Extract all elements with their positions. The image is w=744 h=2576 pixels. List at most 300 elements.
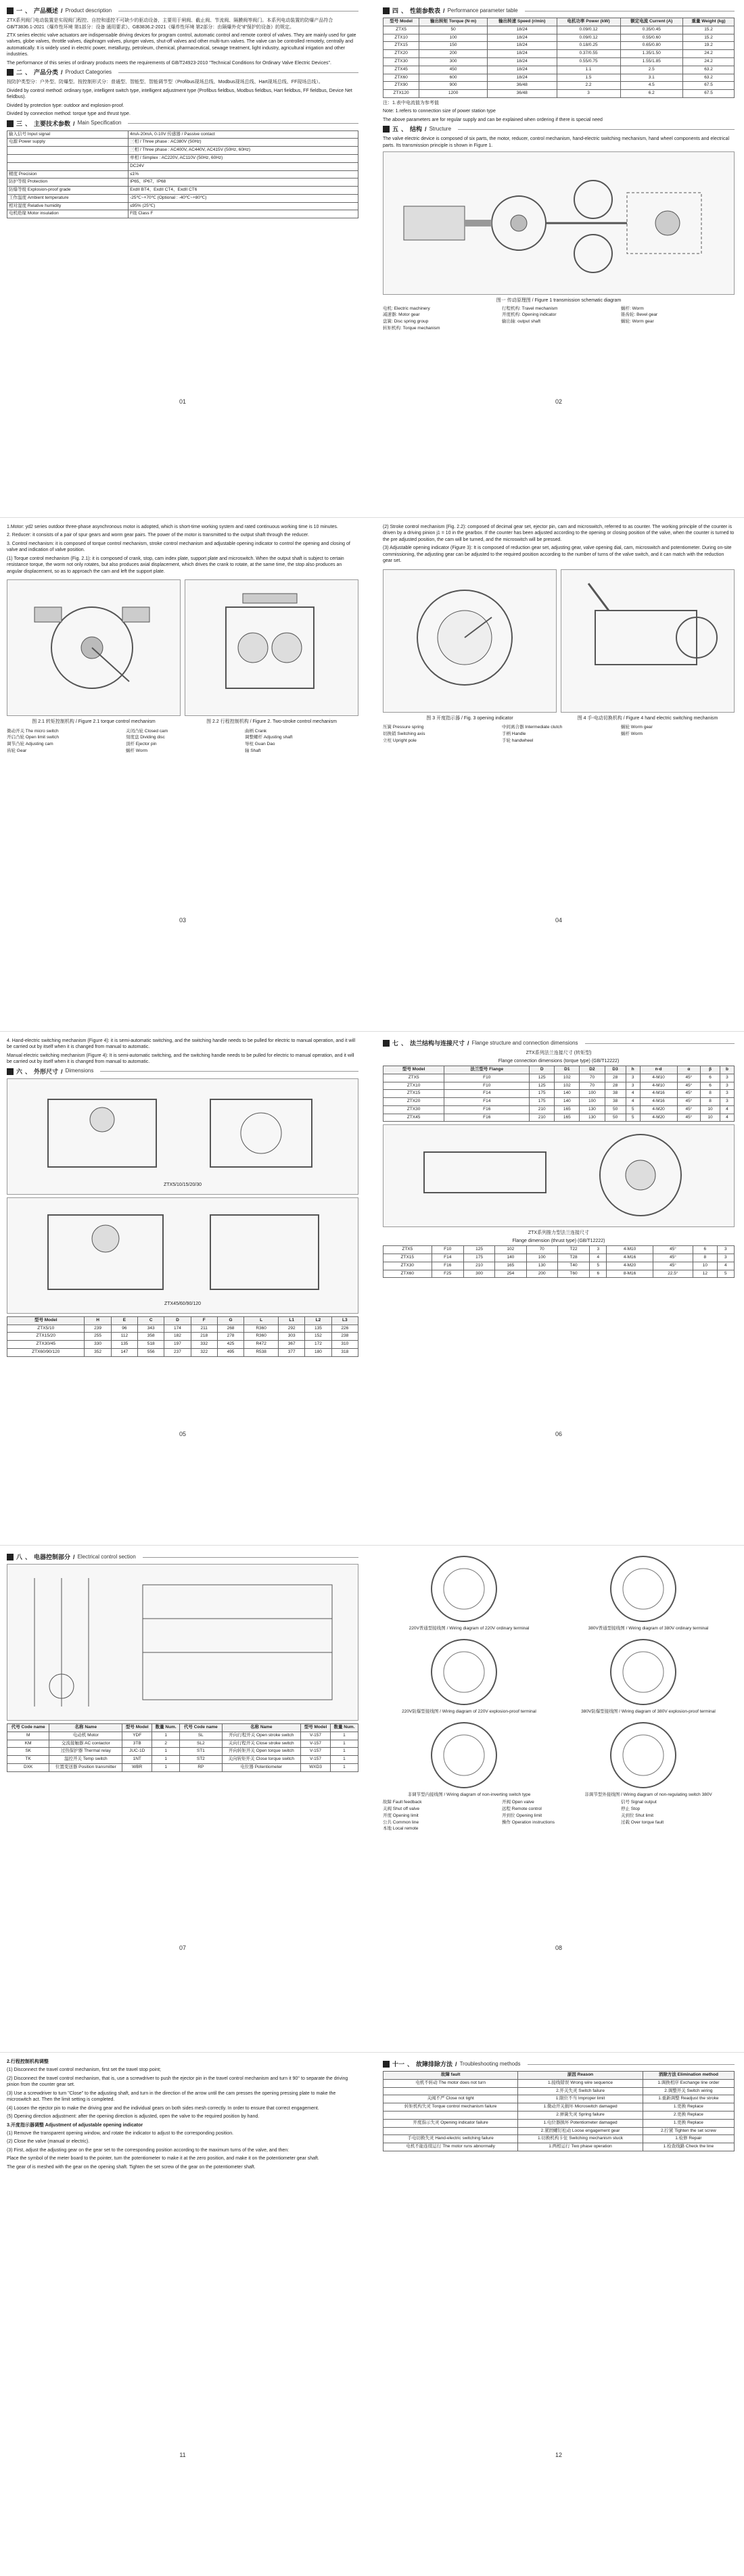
- legend-item: 蜗杆 Worm: [126, 748, 148, 753]
- table-cell: 67.5: [683, 90, 735, 98]
- table-cell: 45°: [677, 1105, 701, 1114]
- terminal-circle-icon: [383, 1718, 545, 1792]
- legend-item: 开启凸轮 Open limit switch: [7, 735, 59, 740]
- table-row: [383, 2119, 735, 2127]
- table-cell: 36/48: [488, 82, 557, 90]
- section-marker-icon: [7, 120, 14, 127]
- table-cell: 172: [305, 1341, 331, 1349]
- table-cell: [383, 2127, 518, 2135]
- table-cell: 425: [217, 1341, 243, 1349]
- legend-item: 调节凸轮 Adjusting cam: [7, 742, 53, 747]
- wiring-legend: [383, 1800, 735, 1832]
- legend-item: 开到位 Opening limit: [502, 1813, 542, 1818]
- legend-item: 减速器: Motor gear: [383, 312, 420, 318]
- table-cell: R538: [244, 1348, 279, 1356]
- motor-text: 1.Motor: yd2 series outdoor three-phase asynchronous motor is adopted, which is short-time working system and rated continuous working time is 10 minutes.: [7, 525, 338, 529]
- table-cell: 50: [605, 1114, 626, 1122]
- table-cell: 1.两相运行 Two phase operation: [518, 2143, 643, 2151]
- table-header-cell: 型号 Model: [383, 18, 419, 26]
- manual-page-5: [7, 1038, 358, 1444]
- intro-zh: ZTX系列阀门电动装置是实现阀门程控、自控和遥控不可缺少的驱动设备，主要用于闸阀、截止阀、节流阀、隔膜阀等阀门。本系列电动装置的防爆产品符合GB/T3836.1-2021《爆炸性环境 第1部分：设备 通用要求》、GB3836.2-2021《爆炸性环境 第2部分：由隔爆外壳"d"保护的设备》的规定。: [7, 18, 333, 30]
- table-cell: 67.5: [683, 82, 735, 90]
- legend-item: 蜗轮 Worm gear: [621, 725, 653, 730]
- section-marker-icon: [7, 1554, 14, 1560]
- legend-item: 切换销 Switching axis: [383, 731, 425, 736]
- table-cell: 4: [626, 1090, 640, 1098]
- table-cell: 1.微动开关损坏 Microswitch damaged: [518, 2103, 643, 2112]
- page-number: 06: [555, 1431, 562, 1437]
- table-cell: 0.37/0.55: [557, 50, 620, 58]
- table-cell: 1.1: [557, 66, 620, 74]
- table-cell: 转矩机构失灵 Torque control mechanism failure: [383, 2103, 518, 2112]
- table-header-cell: L2: [305, 1316, 331, 1325]
- table-cell: F25: [432, 1270, 463, 1278]
- table-cell: 211: [191, 1325, 217, 1333]
- table-cell: 4-M16: [607, 1254, 653, 1262]
- page-number: 07: [179, 1945, 186, 1951]
- component-table: [7, 1723, 358, 1772]
- table-header-cell: E: [111, 1316, 137, 1325]
- table-cell: 输入信号 Input signal: [7, 130, 129, 139]
- table-cell: V-157: [301, 1748, 331, 1756]
- table-cell: 1: [330, 1763, 358, 1771]
- table-cell: 0.65/0.80: [620, 42, 683, 50]
- switch-icon: [561, 570, 730, 711]
- section-marker-icon: [7, 7, 14, 14]
- table-cell: 0.09/0.12: [557, 34, 620, 42]
- category-en-2: Divided by protection type: outdoor and explosion-proof.: [7, 103, 124, 108]
- table-cell: 电位器 Potentiometer: [222, 1763, 301, 1771]
- table-cell: 125: [530, 1074, 555, 1082]
- table-cell: ZTX20: [383, 1098, 444, 1106]
- legend-item: 蜗杆 Worm: [621, 731, 643, 736]
- spec-table: [7, 130, 358, 218]
- table-cell: 4-M20: [640, 1114, 677, 1122]
- table-cell: 3: [720, 1074, 734, 1082]
- table-header-cell: α: [677, 1066, 701, 1074]
- table-cell: 182: [164, 1333, 191, 1341]
- table-cell: 2.拧紧 Tighten the set screw: [643, 2127, 734, 2135]
- section-heading: 三 、 主要技术参数 / Main Specification: [7, 120, 358, 128]
- legend-item: 中间离合器 Intermediate clutch: [502, 725, 563, 730]
- page-number: 05: [179, 1431, 186, 1437]
- table-row: [383, 42, 735, 50]
- table-row: [383, 1246, 735, 1254]
- category-zh: 按防护类型分：户外型、防爆型。按控制形式分：普通型、智能型、智能调节型（Profibus现场总线、Modbus现场总线、Hart现场总线、FF现场总线）。: [7, 80, 323, 85]
- table-cell: T60: [557, 1270, 589, 1278]
- legend-item: 停止 Stop: [621, 1807, 641, 1812]
- table-cell: 12: [693, 1270, 717, 1278]
- table-cell: ≤1%: [129, 170, 358, 178]
- table-row: [383, 1090, 735, 1098]
- table-cell: 600: [419, 74, 488, 82]
- table-cell: 1.调换相序 Exchange line order: [643, 2079, 734, 2087]
- table-row: [383, 1098, 735, 1106]
- table-cell: 18/24: [488, 66, 557, 74]
- table-row: [383, 1105, 735, 1114]
- table-cell: 5: [717, 1270, 734, 1278]
- intro-en-2: The performance of this series of ordinary products meets the requirements of GB/T24923-2010 "Technical Conditions for Ordinary Valve Electric Devices".: [7, 60, 331, 66]
- table-cell: 4-M20: [640, 1105, 677, 1114]
- table-cell: 1.5: [557, 74, 620, 82]
- section-heading: 六 、 外形尺寸 / Dimensions: [7, 1068, 358, 1076]
- table-cell: 电机不转动 The motor does not turn: [383, 2079, 518, 2087]
- table-cell: 130: [580, 1105, 605, 1114]
- table-row: [383, 34, 735, 42]
- table-row: [383, 1254, 735, 1262]
- table-cell: M: [7, 1732, 49, 1740]
- opening-indicator-figure: [383, 569, 557, 713]
- note-3: The above parameters are for regular supply and can be explained when ordering if there is special need: [383, 117, 603, 122]
- table-row: [7, 1333, 358, 1341]
- table-cell: 1: [152, 1748, 180, 1756]
- table-cell: 1: [152, 1732, 180, 1740]
- table-cell: ST1: [180, 1748, 222, 1756]
- section-marker-icon: [7, 1068, 14, 1075]
- table-cell: 50: [419, 26, 488, 34]
- table-cell: 1.检修 Repair: [643, 2135, 734, 2143]
- table-cell: 165: [555, 1114, 580, 1122]
- flange-table-torque: [383, 1066, 735, 1122]
- terminal-circle-icon: [383, 1635, 545, 1709]
- table-cell: 5: [590, 1262, 607, 1270]
- flange-icon: [383, 1125, 733, 1225]
- table-cell: 1: [330, 1756, 358, 1764]
- table-cell: 0.09/0.12: [557, 26, 620, 34]
- table-header-cell: 数量 Num.: [330, 1724, 358, 1732]
- table-header-cell: L1: [279, 1316, 305, 1325]
- table-cell: 22.5°: [653, 1270, 693, 1278]
- table-cell: 70: [526, 1246, 557, 1254]
- table-cell: ZTX30: [383, 1262, 432, 1270]
- table-cell: 4: [720, 1114, 734, 1122]
- table-header-cell: D: [164, 1316, 191, 1325]
- legend-item: 关阀 Shut off valve: [383, 1807, 420, 1812]
- table-cell: 102: [555, 1074, 580, 1082]
- table-header-cell: 额定电流 Current (A): [620, 18, 683, 26]
- table-cell: 8: [701, 1090, 720, 1098]
- table-cell: T22: [557, 1246, 589, 1254]
- legend-item: 输出轴: output shaft: [502, 319, 541, 325]
- table-cell: 3: [626, 1074, 640, 1082]
- table-cell: 3TB: [122, 1740, 152, 1748]
- table-cell: 6: [590, 1270, 607, 1278]
- table-cell: F16: [444, 1114, 530, 1122]
- table-cell: 318: [331, 1348, 358, 1356]
- table-cell: 18/24: [488, 42, 557, 50]
- manual-page-6: 七 、 法兰结构与连接尺寸 / Flange structure and connection dimensions ZTX系列法兰连接尺寸 (转矩型) Flange connection dimensions (torque type) (GB/T12222) 型号 Model 法兰型号 Flange D D1 D2 D3 h n-d α β b ZTX5 F10 125 102 70 28 3 4-M10 45° 6 3 ZTX10 F10 125 102 70 28 3 4-M10 45° 6 3 ZTX15 F14 175 140 100 38 4 4-M16 45° 8 3 ZTX20 F14 175 140 100 38 4 4-M16 45° 8 3 ZTX30 F16 210 165 130 50 5 4-M20 45° 10 4 ZTX45 F16 210 165 130 50 5 4-M20 45° 10 4 ZTX系列推力型法兰连接尺寸 Flange dimension (thrust type) (GB/T12222) ZTX5 F10 125 102 70 T22 3 4-M10 45° 6 3 ZTX15 F14 175 140 100 T28 4 4-M16 45° 8 3 ZTX30 F16 210 165 130 T40 5 4-M20 45° 10 4 ZTX60 F25 300 254 200 T60 6 8-M16 22.5° 12 5 06: [383, 1038, 735, 1444]
- table-cell: 24.2: [683, 57, 735, 66]
- stroke-mechanism-figure: [185, 579, 358, 716]
- table-cell: 38: [605, 1090, 626, 1098]
- table-cell: 位置变送器 Position transmitter: [49, 1763, 122, 1771]
- terminal-circle-icon: [562, 1552, 724, 1626]
- table-row: [383, 2103, 735, 2112]
- table-cell: 18/24: [488, 74, 557, 82]
- dimension-table: [7, 1316, 358, 1357]
- table-header-cell: 名称 Name: [49, 1724, 122, 1732]
- table-cell: 关阀不严 Close not tight: [383, 2095, 518, 2103]
- table-cell: ZTX15: [383, 42, 419, 50]
- table-cell: 96: [111, 1325, 137, 1333]
- table-cell: 精度 Precision: [7, 170, 129, 178]
- table-cell: ZTX20: [383, 50, 419, 58]
- table-cell: ZTX15: [383, 1254, 432, 1262]
- table-cell: V-157: [301, 1756, 331, 1764]
- table-cell: 45°: [653, 1246, 693, 1254]
- table-cell: 140: [555, 1090, 580, 1098]
- table-row: [7, 1763, 358, 1771]
- table-cell: 4: [590, 1254, 607, 1262]
- wiring-diagram-3: 220V防爆型接线图 / Wiring diagram of 220V explosion-proof terminal: [383, 1635, 555, 1715]
- table-cell: 3: [720, 1098, 734, 1106]
- table-header-cell: 输出转矩 Torque (N·m): [419, 18, 488, 26]
- table-cell: ≤95% (25℃): [129, 202, 358, 210]
- troubleshooting-table: [383, 2071, 735, 2151]
- table-cell: 开度指示失灵 Opening indicator failure: [383, 2119, 518, 2127]
- table-row: [7, 187, 358, 195]
- dimension-drawing-2: ZTX45/60/90/120: [7, 1197, 358, 1314]
- table-row: [383, 57, 735, 66]
- table-cell: SL2: [180, 1740, 222, 1748]
- reducer-text: 2. Reducer: it consists of a pair of spur gears and worm gear pairs. The power of the motor is transmitted to the output shaft through the reducer.: [7, 533, 309, 538]
- table-row: [7, 1740, 358, 1748]
- page-number: 12: [555, 2452, 562, 2458]
- legend-item: 开阀 Open valve: [502, 1800, 534, 1805]
- table-cell: 相对湿度 Relative humidity: [7, 202, 129, 210]
- table-cell: 152: [305, 1333, 331, 1341]
- table-header-cell: H: [85, 1316, 111, 1325]
- legend-item: 调整螺杆 Adjusting shaft: [245, 735, 293, 740]
- table-cell: ZTX45: [383, 66, 419, 74]
- stroke-text: (2) Stroke control mechanism (Fig. 2.2): composed of decimal gear set, ejector pin, cam and microswitch, referred to as counter. The working principle of the counter is driven by a driving pinion j1 = 10 in the gearbox. If the counter has been adjusted according to the opening or closing position of the valve, when the counter is turned to the pre adjusted position, the cam will be turned, and the microswitch will be pressed.: [383, 525, 735, 542]
- table-row: [7, 194, 358, 202]
- table-header-cell: 原因 Reason: [518, 2072, 643, 2080]
- table-cell: 1: [330, 1740, 358, 1748]
- table-cell: 63.2: [683, 66, 735, 74]
- table-header-cell: 故障 fault: [383, 2072, 518, 2080]
- table-cell: 电机绝缘 Motor insulation: [7, 210, 129, 218]
- table-cell: 电动机 Motor: [49, 1732, 122, 1740]
- table-cell: 135: [111, 1341, 137, 1349]
- table-cell: 28: [605, 1082, 626, 1090]
- table-cell: 237: [164, 1348, 191, 1356]
- table-cell: 电源 Power supply: [7, 139, 129, 147]
- table-cell: 45°: [677, 1114, 701, 1122]
- table-cell: 5: [626, 1114, 640, 1122]
- table-cell: 175: [530, 1098, 555, 1106]
- table-row: [7, 1348, 358, 1356]
- hand-electric-zh: 4. Hand-electric switching mechanism (Figure 4): it is semi-automatic switching, and the switching handle needs to be pulled for electric to manual operation, and it will be carried out by itself when it is changed from manual to automatic.: [7, 1039, 356, 1050]
- table-row: [383, 2127, 735, 2135]
- category-en-3: Divided by connection method: torque type and thrust type.: [7, 112, 131, 117]
- table-cell: 8: [693, 1254, 717, 1262]
- table-cell: 2.弹簧失灵 Spring failure: [518, 2111, 643, 2119]
- table-cell: 900: [419, 82, 488, 90]
- legend-item: 压簧 Pressure spring: [383, 725, 424, 730]
- table-cell: 254: [495, 1270, 526, 1278]
- table-cell: F16: [444, 1105, 530, 1114]
- table-cell: 112: [111, 1333, 137, 1341]
- table-cell: V-157: [301, 1740, 331, 1748]
- table-cell: 温控开关 Temp switch: [49, 1756, 122, 1764]
- page-number: 01: [179, 398, 186, 405]
- legend-item: 远程 Remote control: [502, 1807, 542, 1812]
- legend-item: 手柄 Handle: [502, 731, 526, 736]
- hand-electric-en: Manual electric switching mechanism (Figure 4): It is semi-automatic switching, and the switching handle needs to be pulled for electric to manual operation, and it will be carried out by itself when it is changed from manual to automatic.: [7, 1053, 354, 1065]
- table-cell: 3: [720, 1090, 734, 1098]
- wiring-diagram-1: 220V普通型接线图 / Wiring diagram of 220V ordinary terminal: [383, 1552, 555, 1632]
- table-cell: 1.35/1.50: [620, 50, 683, 58]
- legend-item: 顶杆 Ejector pin: [126, 742, 157, 747]
- table-cell: ZTX5: [383, 1246, 432, 1254]
- table-cell: [383, 2087, 518, 2095]
- manual-page-10: [383, 2059, 735, 2464]
- table-cell: ZTX45: [383, 1114, 444, 1122]
- table-cell: 防爆等级 Explosion-proof grade: [7, 187, 129, 195]
- table-cell: 100: [419, 34, 488, 42]
- table-cell: 210: [530, 1114, 555, 1122]
- table-header-cell: 代号 Code name: [7, 1724, 49, 1732]
- table-cell: 45°: [677, 1098, 701, 1106]
- table-header-cell: 法兰型号 Flange: [444, 1066, 530, 1074]
- table-cell: 102: [495, 1246, 526, 1254]
- table-cell: 2.开关失灵 Switch failure: [518, 2087, 643, 2095]
- manual-page-1: [7, 5, 358, 411]
- table-row: [383, 2143, 735, 2151]
- table-cell: [7, 154, 129, 162]
- table-cell: 8-M16: [607, 1270, 653, 1278]
- table-header-cell: D3: [605, 1066, 626, 1074]
- table-cell: 100: [580, 1090, 605, 1098]
- switching-mechanism-figure: [561, 569, 735, 713]
- table-header-cell: 型号 Model: [301, 1724, 331, 1732]
- table-row: [7, 154, 358, 162]
- table-cell: WXD3: [301, 1763, 331, 1771]
- section-heading: 十一 、 故障排除方法 / Troubleshooting methods: [383, 2060, 735, 2068]
- page-number: 04: [555, 917, 562, 924]
- category-en-1: Divided by control method: ordinary type, intelligent switch type, intelligent adjustment type (Profibus fieldbus, Modbus fieldbus, Hart fieldbus, FF fieldbus, Device Net fieldbus).: [7, 88, 352, 100]
- section-marker-icon: [383, 1040, 390, 1047]
- circuit-icon: [7, 1565, 356, 1719]
- table-cell: 330: [85, 1341, 111, 1349]
- table-cell: 3: [590, 1246, 607, 1254]
- table-cell: TK: [7, 1756, 49, 1764]
- table-cell: 单相 / Simplex : AC220V, AC110V (50Hz, 60Hz): [129, 154, 358, 162]
- table-row: [7, 170, 358, 178]
- table-cell: 1.重新调整 Readjust the stroke: [643, 2095, 734, 2103]
- table-header-cell: D2: [580, 1066, 605, 1074]
- table-cell: ZTX10: [383, 1082, 444, 1090]
- table-cell: 1: [330, 1748, 358, 1756]
- table-cell: 238: [331, 1333, 358, 1341]
- table-cell: 1.检查线路 Check the line: [643, 2143, 734, 2151]
- figure-1-legend: [383, 306, 735, 332]
- flange-drawing: [383, 1124, 735, 1227]
- section-heading: 七 、 法兰结构与连接尺寸 / Flange structure and connection dimensions: [383, 1039, 735, 1047]
- table-cell: ZTX60: [383, 74, 419, 82]
- manual-page-4: (2) Stroke control mechanism (Fig. 2.2): composed of decimal gear set, ejector pin, cam and microswitch, referred to as counter. The working principle of the counter is driven by a driving pinion j1 = 10 in the gearbox. If the counter has been adjusted according to the opening or closing position of the valve, when the counter is turned to the pre adjusted position, the cam will be turned, and the microswitch will be pressed. (3) Adjustable opening indicator (Figure 3): It is composed of reduction gear set, adjusting gear, valve opening dial, cam, microswitch and potentiometer. During on-site commissioning, the adjusting gear can be adjusted to the required position according to the number of turns of the valve switch, and it can match with the reduction gear set. 图 3 开度指示器 / Fig. 3 opening indicator 图 4 手-电动切换机构 / Figure 4 hand electric switching mechanism 压簧 Pressure spring 中间离合器 Intermediate clutch 蜗轮 Worm gear 切换销 Switching axis 手柄 Handle 蜗杆 Worm 立柱 Upright pole 手轮 handwheel 04: [383, 525, 735, 924]
- structure-text: The valve electric device is composed of six parts, the motor, reducer, control mechanism, hand-electric switching mechanism, hand wheel components and electrical parts. Its transmission principle is shown in Figure 1.: [383, 137, 730, 148]
- table-row: [383, 1114, 735, 1122]
- table-cell: IP65、IP67、IP68: [129, 178, 358, 187]
- legend-item: 本地 Local remote: [383, 1826, 419, 1832]
- table-cell: 过热保护器 Thermal relay: [49, 1748, 122, 1756]
- table-row: [383, 2087, 735, 2095]
- table-cell: 175: [530, 1090, 555, 1098]
- performance-table: [383, 18, 735, 98]
- legend-item: 公共 Common line: [383, 1819, 419, 1825]
- table-cell: 18/24: [488, 26, 557, 34]
- table-cell: 130: [526, 1262, 557, 1270]
- table-cell: 147: [111, 1348, 137, 1356]
- table-cell: 180: [305, 1348, 331, 1356]
- table-cell: ZTX15: [383, 1090, 444, 1098]
- section-heading: 二 、 产品分类 / Product Categories: [7, 68, 358, 76]
- table-cell: ExdII BT4、ExdII CT4、ExdII CT6: [129, 187, 358, 195]
- table-cell: 125: [530, 1082, 555, 1090]
- table-cell: ZTX60: [383, 1270, 432, 1278]
- table-cell: 开向转矩开关 Open torque switch: [222, 1748, 301, 1756]
- table-row: [7, 147, 358, 155]
- table-cell: SL: [180, 1732, 222, 1740]
- table-row: [7, 1341, 358, 1349]
- manual-page-7: [7, 1552, 358, 1957]
- table-header-cell: L3: [331, 1316, 358, 1325]
- actuator-outline-icon: [7, 1198, 356, 1299]
- table-cell: 1.电位器损坏 Potentiometer damaged: [518, 2119, 643, 2127]
- table-row: [383, 66, 735, 74]
- table-row: [7, 1325, 358, 1333]
- table-cell: F16: [432, 1262, 463, 1270]
- table-header-cell: h: [626, 1066, 640, 1074]
- table-cell: 6: [701, 1082, 720, 1090]
- table-cell: 6.2: [620, 90, 683, 98]
- table-header-cell: 输出转速 Speed (r/min): [488, 18, 557, 26]
- table-cell: 4: [626, 1098, 640, 1106]
- table-cell: [7, 162, 129, 170]
- table-cell: 45°: [677, 1082, 701, 1090]
- table-cell: T40: [557, 1262, 589, 1270]
- note-1: 注：1.表中电流值为参考值: [383, 100, 439, 105]
- table-cell: 175: [463, 1254, 494, 1262]
- table-cell: 4-M10: [640, 1074, 677, 1082]
- table-row: [383, 1270, 735, 1278]
- table-cell: 2.调整开关 Switch wiring: [643, 2087, 734, 2095]
- table-row: [383, 2079, 735, 2087]
- table-cell: 556: [138, 1348, 164, 1356]
- section-marker-icon: [383, 126, 390, 133]
- table-cell: 38: [605, 1098, 626, 1106]
- table-cell: 70: [580, 1082, 605, 1090]
- table-cell: ZTX30/45: [7, 1341, 85, 1349]
- table-cell: 226: [331, 1325, 358, 1333]
- terminal-circle-icon: [562, 1635, 724, 1709]
- wiring-diagram-2: 380V普通型接线图 / Wiring diagram of 380V ordinary terminal: [562, 1552, 735, 1632]
- table-cell: 10: [701, 1105, 720, 1114]
- legend-item: 蜗杆: Worm: [621, 306, 644, 311]
- table-header-cell: 电机功率 Power (kW): [557, 18, 620, 26]
- table-cell: 310: [331, 1341, 358, 1349]
- table-cell: 200: [419, 50, 488, 58]
- table-cell: 0.18/0.25: [557, 42, 620, 50]
- table-cell: DXK: [7, 1763, 49, 1771]
- table-cell: ZTX5: [383, 26, 419, 34]
- table-cell: 343: [138, 1325, 164, 1333]
- table-cell: 135: [305, 1325, 331, 1333]
- table-cell: 300: [419, 57, 488, 66]
- torque-mechanism-figure: [7, 579, 181, 716]
